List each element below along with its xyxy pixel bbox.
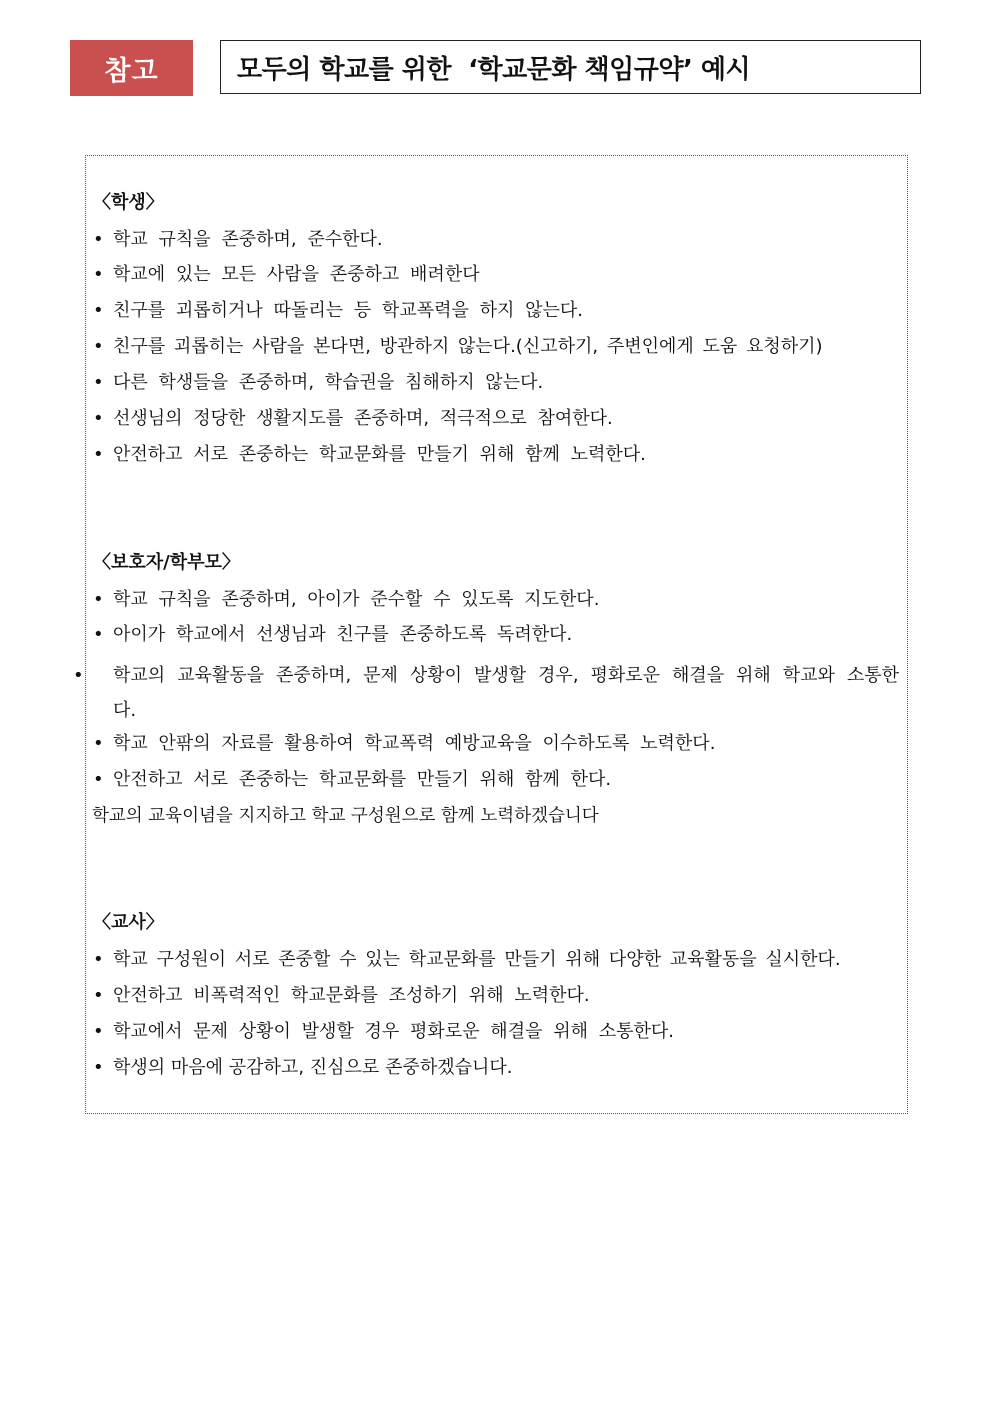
- bullet-icon: •: [93, 733, 104, 754]
- list-item: [93, 227, 383, 253]
- bullet-icon: •: [93, 589, 104, 610]
- list-item: [93, 767, 611, 793]
- bullet-icon: •: [93, 949, 104, 970]
- bullet-icon: •: [93, 769, 104, 790]
- list-item: [93, 370, 543, 396]
- bullet-icon: •: [93, 229, 104, 250]
- list-item-text: 안전하고 서로 존중하는 학교문화를 만들기 위해 함께 노력한다.: [113, 444, 646, 465]
- list-item-text-wrapped: [73, 658, 899, 728]
- list-item: [93, 262, 480, 288]
- list-item-text: 친구를 괴롭히는 사람을 본다면, 방관하지 않는다.(신고하기, 주변인에게 도움 요청하기): [113, 336, 823, 357]
- bullet-icon: •: [93, 1021, 104, 1042]
- bullet-icon: •: [93, 300, 104, 321]
- reference-tag: 참고: [70, 40, 193, 96]
- list-item: [93, 1019, 674, 1045]
- covenant-content-box: [73, 155, 908, 1114]
- list-item-text: 안전하고 비폭력적인 학교문화를 조성하기 위해 노력한다.: [113, 985, 590, 1006]
- closing-statement: 학교의 교육이념을 지지하고 학교 구성원으로 함께 노력하겠습니다: [92, 806, 599, 826]
- list-item: [93, 983, 590, 1009]
- list-item-text: 선생님의 정당한 생활지도를 존중하며, 적극적으로 참여한다.: [113, 408, 613, 429]
- list-item: [93, 334, 823, 360]
- list-item-text: 친구를 괴롭히거나 따돌리는 등 학교폭력을 하지 않는다.: [113, 300, 583, 321]
- list-item-text: 학교 규칙을 존중하며, 준수한다.: [113, 229, 383, 250]
- section-heading-parents: 〈보호자/학부모〉: [93, 552, 240, 573]
- bullet-icon: •: [93, 336, 104, 357]
- list-item-text: 학교에 있는 모든 사람을 존중하고 배려한다: [113, 264, 480, 285]
- list-item: [93, 406, 613, 432]
- list-item-text: 학교의 교육활동을 존중하며, 문제 상황이 발생할 경우, 평화로운 해결을 위해 학교와 소통한다.: [113, 665, 899, 721]
- section-heading-teachers: 〈교사〉: [93, 912, 164, 933]
- bullet-icon: •: [93, 444, 104, 465]
- bullet-icon: •: [93, 1057, 104, 1078]
- list-item: [93, 442, 646, 468]
- section-heading-students: 〈학생〉: [93, 192, 164, 213]
- list-item-text: 아이가 학교에서 선생님과 친구를 존중하도록 독려한다.: [113, 624, 573, 645]
- list-item-text: 학생의 마음에 공감하고, 진심으로 존중하겠습니다.: [113, 1057, 513, 1078]
- list-item: [93, 298, 583, 324]
- list-item: [93, 1055, 512, 1081]
- bullet-icon: •: [93, 372, 104, 393]
- list-item: [93, 731, 715, 757]
- bullet-icon: •: [93, 264, 104, 285]
- list-item: [73, 658, 899, 728]
- list-item-text: 학교 규칙을 존중하며, 아이가 준수할 수 있도록 지도한다.: [113, 589, 600, 610]
- bullet-icon: •: [93, 408, 104, 429]
- list-item-text: 학교에서 문제 상황이 발생할 경우 평화로운 해결을 위해 소통한다.: [113, 1021, 674, 1042]
- list-item-text: 다른 학생들을 존중하며, 학습권을 침해하지 않는다.: [113, 372, 544, 393]
- document-title: 모두의 학교를 위한 ‘학교문화 책임규약’ 예시: [220, 40, 921, 94]
- list-item-text: 학교 구성원이 서로 존중할 수 있는 학교문화를 만들기 위해 다양한 교육활동을 실시한다.: [113, 949, 841, 970]
- list-item-text: 안전하고 서로 존중하는 학교문화를 만들기 위해 함께 한다.: [113, 769, 612, 790]
- list-item-text: 학교 안팎의 자료를 활용하여 학교폭력 예방교육을 이수하도록 노력한다.: [113, 733, 716, 754]
- list-item: [93, 587, 599, 613]
- list-item: [93, 947, 841, 973]
- bullet-icon: •: [93, 985, 104, 1006]
- list-item: [93, 622, 572, 648]
- bullet-icon: •: [73, 665, 84, 686]
- bullet-icon: •: [93, 624, 104, 645]
